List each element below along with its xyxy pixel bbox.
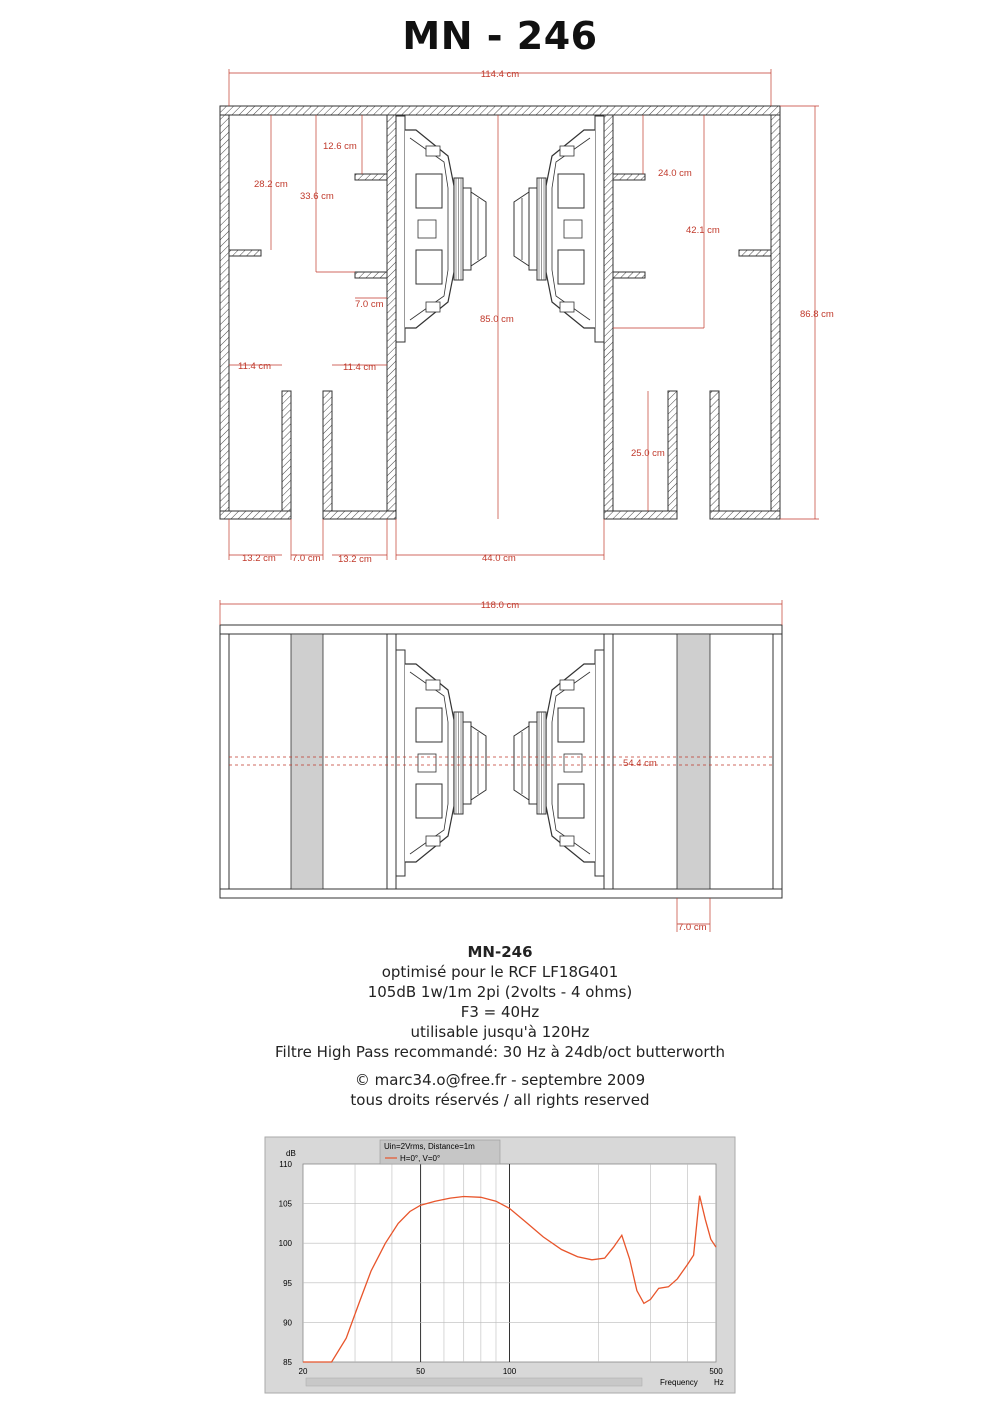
dim-85-0: 85.0 cm [480,314,514,325]
x-tick-label: 100 [502,1367,517,1376]
chart-xlabel: Frequency [660,1378,698,1387]
dim-25-0: 25.0 cm [631,448,665,459]
y-tick-label: 110 [279,1160,292,1169]
y-tick-label: 85 [283,1358,292,1367]
dim-54-4: 54.4 cm [623,758,657,769]
y-tick-label: 95 [283,1278,292,1288]
info-line: utilisable jusqu'à 120Hz [410,1023,590,1041]
dim-11-4-b: 11.4 cm [343,362,377,373]
y-tick-label: 100 [278,1239,292,1249]
chart-ylabel: dB [286,1149,296,1158]
dim-13-2-a: 13.2 cm [242,553,276,564]
dim-front-overall-width: 118.0 cm [480,600,520,611]
dim-28-2: 28.2 cm [254,179,288,190]
dim-42-1: 42.1 cm [686,225,720,236]
dim-7-0-b: 7.0 cm [292,553,321,564]
dim-13-2-b: 13.2 cm [338,554,372,565]
chart-legend-title: Uin=2Vrms, Distance=1m [384,1142,475,1151]
dim-44-0: 44.0 cm [482,553,516,564]
dim-11-4-a: 11.4 cm [238,361,272,372]
top-view-dimensions [229,69,819,560]
rights: tous droits réservés / all rights reserved [350,1091,650,1109]
top-view-drawing [220,106,780,519]
dim-33-6: 33.6 cm [300,191,334,202]
dim-front-7-0: 7.0 cm [678,922,707,933]
info-line: optimisé pour le RCF LF18G401 [381,963,619,981]
front-view-drawing [220,625,782,898]
chart-scrollbar [306,1378,642,1386]
dim-12-6: 12.6 cm [323,141,357,152]
dim-height: 86.8 cm [800,309,834,320]
info-heading: MN-246 [467,943,533,961]
y-tick-label: 105 [278,1199,292,1209]
copyright: © marc34.o@free.fr - septembre 2009 [354,1071,646,1089]
info-line: F3 = 40Hz [460,1003,540,1021]
chart-xunit: Hz [714,1378,724,1387]
info-line: 105dB 1w/1m 2pi (2volts - 4 ohms) [367,983,633,1001]
dim-7-0-a: 7.0 cm [355,299,384,310]
dim-24-0: 24.0 cm [658,168,692,179]
x-tick-label: 20 [298,1367,308,1376]
frequency-response-chart [265,1137,735,1393]
x-tick-label: 50 [416,1367,426,1376]
x-tick-label: 500 [709,1367,723,1376]
info-line: Filtre High Pass recommandé: 30 Hz à 24db/oct butterworth [275,1043,725,1061]
info-block [0,942,1000,1110]
y-tick-label: 90 [283,1318,292,1328]
page-title: MN - 246 [402,14,598,58]
chart-legend-entry: H=0°, V=0° [400,1154,441,1163]
dim-overall-width: 114.4 cm [480,69,520,80]
